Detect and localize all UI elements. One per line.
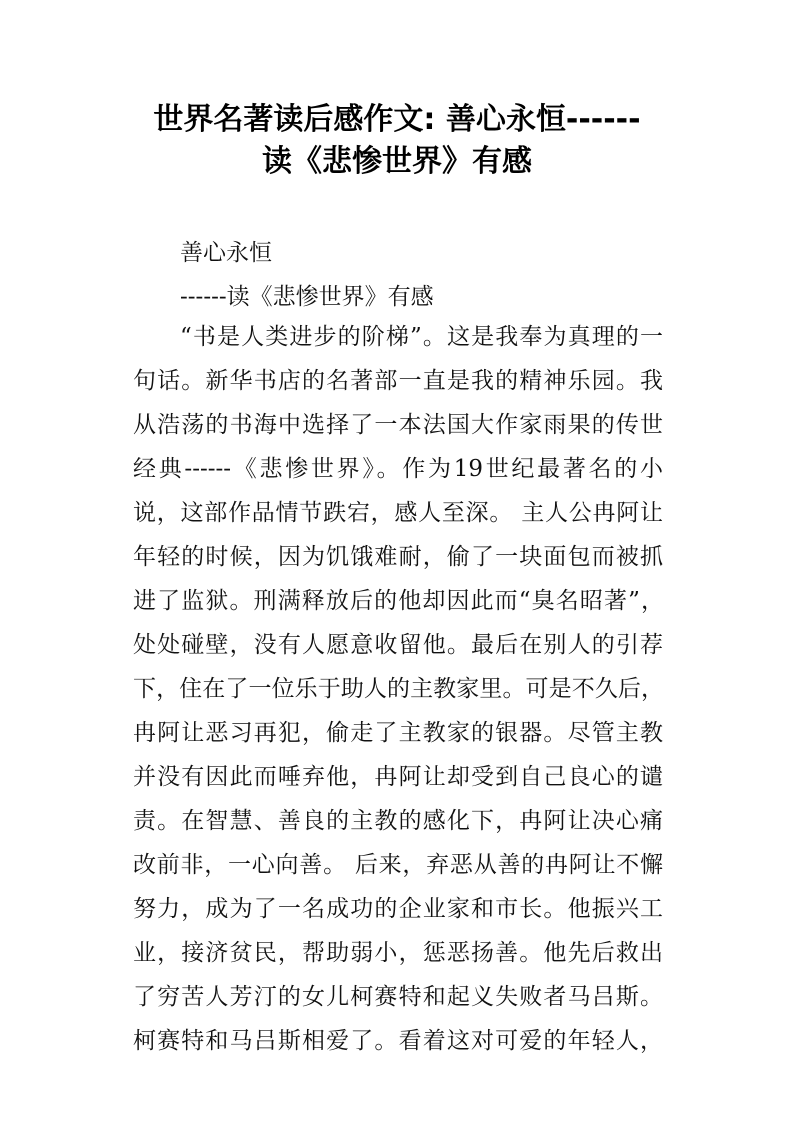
body-line: 年轻的时候，因为饥饿难耐，偷了一块面包而被抓 [133,544,663,570]
body-line: 业，接济贫民，帮助弱小，惩恶扬善。他先后救出 [133,940,663,966]
body-line: 进了监狱。刑满释放后的他却因此而“臭名昭著”， [133,588,663,614]
body-line: 处处碰壁，没有人愿意收留他。最后在别人的引荐 [133,632,663,658]
body-line: “书是人类进步的阶梯”。这是我奉为真理的一 [180,324,663,350]
subtitle-reading-note: ------读《悲惨世界》有感 [180,284,434,310]
body-line: 了穷苦人芳汀的女儿柯赛特和起义失败者马吕斯。 [133,984,663,1010]
body-line: 说，这部作品情节跌宕，感人至深。 主人公冉阿让 [133,500,663,526]
document-title-line-1: 世界名著读后感作文: 善心永恒------ [153,102,641,137]
body-line: 下，住在了一位乐于助人的主教家里。可是不久后， [133,676,663,702]
subtitle: 善心永恒 [180,240,272,266]
body-line: 改前非，一心向善。 后来，弃恶从善的冉阿让不懈 [133,852,663,878]
document-title-line-2: 读《悲惨世界》有感 [262,144,532,179]
body-line: 经典------《悲惨世界》。作为19世纪最著名的小 [133,456,663,482]
body-line: 责。在智慧、善良的主教的感化下，冉阿让决心痛 [133,808,663,834]
body-line: 努力，成为了一名成功的企业家和市长。他振兴工 [133,896,663,922]
body-line: 从浩荡的书海中选择了一本法国大作家雨果的传世 [133,412,663,438]
body-line: 并没有因此而唾弃他，冉阿让却受到自己良心的谴 [133,764,663,790]
body-line: 柯赛特和马吕斯相爱了。看着这对可爱的年轻人， [133,1028,663,1054]
body-line: 句话。新华书店的名著部一直是我的精神乐园。我 [133,368,663,394]
body-line: 冉阿让恶习再犯，偷走了主教家的银器。尽管主教 [133,720,663,746]
